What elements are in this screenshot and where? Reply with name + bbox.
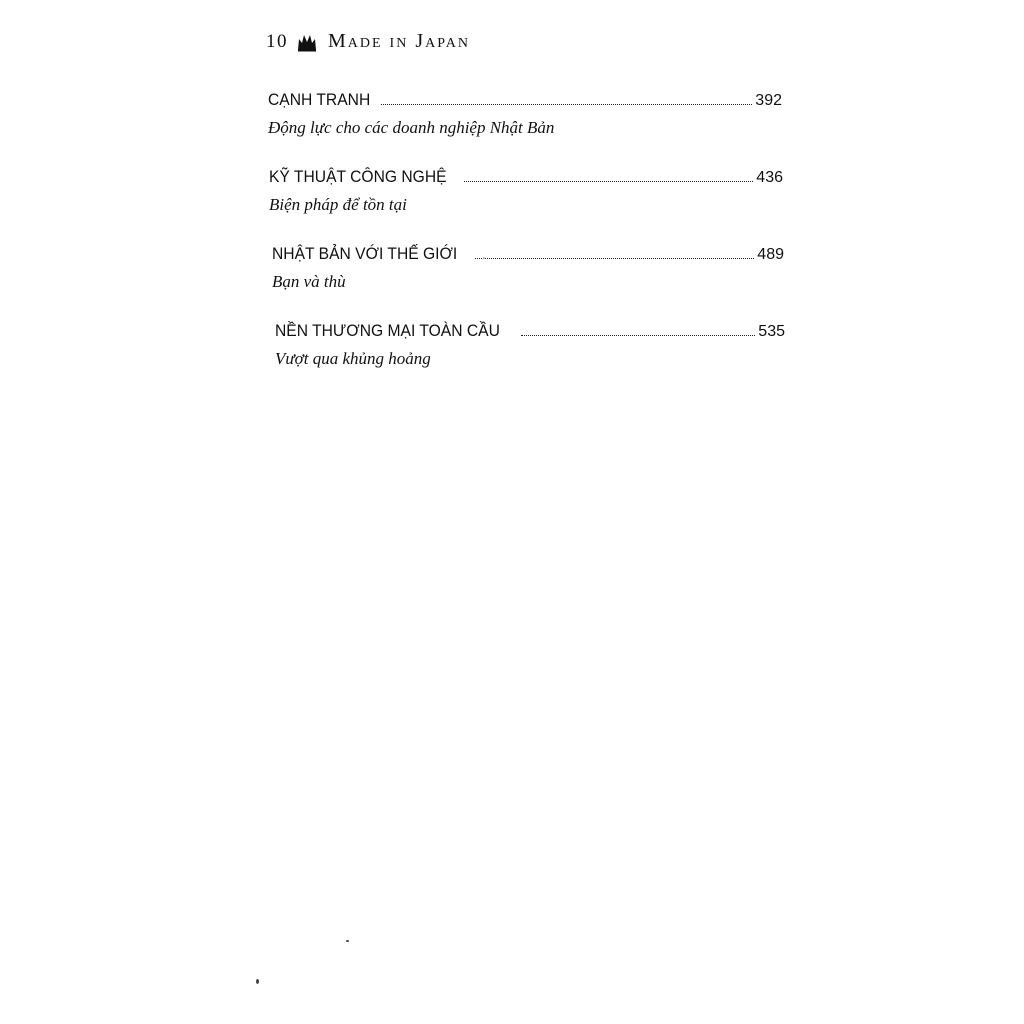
toc-line bbox=[268, 90, 782, 110]
toc-line bbox=[275, 321, 785, 341]
toc-chapter-title: NHẬT BẢN VỚI THẾ GIỚI bbox=[272, 244, 458, 263]
toc-page-number: 392 bbox=[755, 92, 782, 109]
toc-entry bbox=[272, 244, 784, 292]
toc-chapter-title: NỀN THƯƠNG MẠI TOÀN CẦU bbox=[275, 321, 500, 340]
toc-leader-dots bbox=[381, 103, 752, 105]
toc-page-number: 489 bbox=[757, 246, 784, 263]
toc-leader-dots bbox=[521, 334, 755, 336]
toc-entry bbox=[269, 167, 783, 215]
book-title: Made in Japan bbox=[328, 30, 470, 52]
toc-page-number: 436 bbox=[756, 169, 783, 186]
print-speck bbox=[256, 979, 259, 984]
toc-chapter-subtitle: Động lực cho các doanh nghiệp Nhật Bản bbox=[268, 118, 555, 137]
toc-page-number: 535 bbox=[758, 323, 785, 340]
toc-leader-dots bbox=[464, 180, 753, 182]
toc-chapter-subtitle: Biện pháp để tồn tại bbox=[269, 195, 407, 214]
print-speck bbox=[346, 940, 349, 942]
page-number: 10 bbox=[266, 30, 288, 52]
toc-chapter-title: CẠNH TRANH bbox=[268, 90, 371, 109]
toc-line bbox=[272, 244, 784, 264]
toc-chapter-subtitle: Vượt qua khủng hoảng bbox=[275, 349, 431, 368]
toc-chapter-title: KỸ THUẬT CÔNG NGHỆ bbox=[269, 167, 447, 186]
toc-leader-dots bbox=[475, 257, 754, 259]
print-speck bbox=[483, 257, 485, 259]
toc-line bbox=[269, 167, 783, 187]
toc-entry bbox=[275, 321, 785, 369]
toc-chapter-subtitle: Bạn và thù bbox=[272, 272, 346, 291]
toc-entry bbox=[268, 90, 782, 138]
